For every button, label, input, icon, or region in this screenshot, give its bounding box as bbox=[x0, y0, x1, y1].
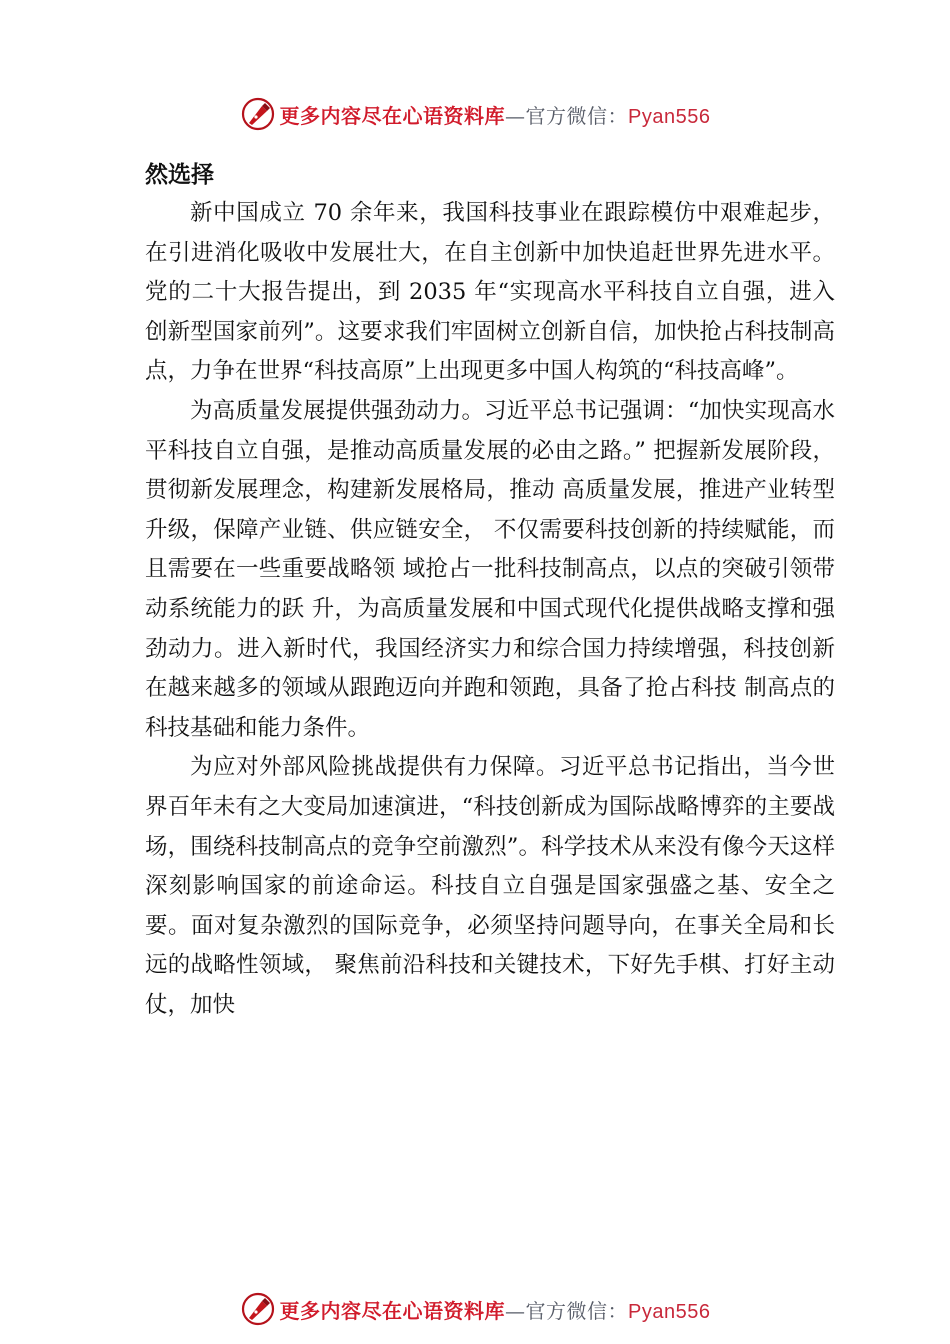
watermark-label: 官方微信： bbox=[525, 1298, 629, 1323]
watermark-text bbox=[280, 1295, 711, 1324]
watermark-dash: — bbox=[505, 103, 526, 128]
document-body bbox=[145, 158, 835, 1025]
paragraph-3: 为应对外部风险挑战提供有力保障。习近平总书记指出，当今世界百年未有之大变局加速演进，“科技创新成为国际战略博弈的主要战场，围绕科技制高点的竞争空前激烈”。科学技术从来没有像今天这样深刻影响国家的前途命运。科技自立自强是国家强盛之基、安全之要。面对复杂激烈的国际竞争，必须坚持问题导向，在事关全局和长远的战略性领域， 聚焦前沿科技和关键技术，下好先手棋、打好主动仗，加快 bbox=[145, 754, 835, 1018]
paragraph-1: 新中国成立 70 余年来，我国科技事业在跟踪模仿中艰难起步，在引进消化吸收中发展壮大，在自主创新中加快追赶世界先进水平。党的二十大报告提出，到 2035 年“实现高水平科技自立自强，进入创新型国家前列”。这要求我们牢固树立创新自信，加快抢占科技制高点，力争在世界“科技高原”上出现更多中国人构筑的“科技高峰”。 bbox=[145, 200, 835, 385]
watermark-dash: — bbox=[505, 1298, 526, 1323]
pen-nib-logo-icon bbox=[240, 1291, 276, 1327]
footer-watermark bbox=[0, 1287, 950, 1331]
pen-nib-logo-icon bbox=[240, 96, 276, 132]
watermark-id: Pyan556 bbox=[628, 1300, 711, 1323]
header-watermark bbox=[0, 92, 950, 136]
section-heading: 然选择 bbox=[145, 162, 214, 188]
paragraph-2: 为高质量发展提供强劲动力。习近平总书记强调：“加快实现高水平科技自立自强，是推动高质量发展的必由之路。” 把握新发展阶段，贯彻新发展理念，构建新发展格局，推动 高质量发展，推进产业转型升级，保障产业链、供应链安全， 不仅需要科技创新的持续赋能，而且需要在一些重要战略领 域抢占一批科技制高点，以点的突破引领带动系统能力的跃 升，为高质量发展和中国式现代化提供战略支撑和强劲动力。进入新时代，我国经济实力和综合国力持续增强，科技创新 在越来越多的领域从跟跑迈向并跑和领跑，具备了抢占科技 制高点的科技基础和能力条件。 bbox=[145, 397, 835, 741]
watermark-id: Pyan556 bbox=[628, 105, 711, 128]
watermark-text bbox=[280, 100, 711, 129]
watermark-label: 官方微信： bbox=[525, 103, 629, 128]
watermark-brand: 更多内容尽在心语资料库 bbox=[279, 103, 506, 128]
watermark-brand: 更多内容尽在心语资料库 bbox=[279, 1298, 506, 1323]
